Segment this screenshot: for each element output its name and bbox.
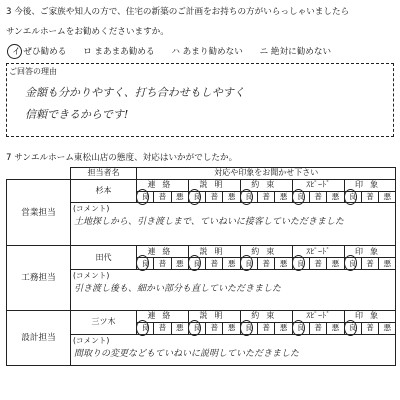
grade-good-cell[interactable]: 良 [188, 322, 205, 334]
grade-good-cell[interactable]: 良 [344, 322, 361, 334]
q3-option-3[interactable] [171, 47, 245, 57]
staff-design: 三ツ木 [71, 310, 137, 334]
grade-good-cell[interactable]: 良 [137, 322, 154, 334]
comment-text-construction: 引き渡し後も、細かい部分も直していただきました [74, 283, 282, 294]
grade-bad-cell[interactable]: 悪 [327, 322, 344, 334]
reason-label: ご回答の理由 [9, 67, 57, 76]
header-staff: 担当者名 [71, 168, 137, 180]
staff-construction: 田代 [71, 246, 137, 270]
grade-good-cell[interactable]: 良 [240, 258, 257, 270]
grade-bad-cell[interactable]: 悪 [171, 322, 188, 334]
grade-bad-cell[interactable]: 悪 [379, 258, 396, 270]
comment-text-sales: 土地探しから、引き渡しまで、ていねいに接客していただきました [74, 217, 344, 228]
grade-good-cell[interactable]: 良 [240, 191, 257, 203]
grade-normal-cell[interactable]: 普 [154, 322, 171, 334]
grade-bad-cell[interactable]: 悪 [223, 258, 240, 270]
grade-bad-cell[interactable]: 悪 [171, 191, 188, 203]
grade-bad-cell[interactable]: 悪 [171, 258, 188, 270]
comment-text-design: 間取りの変更などもていねいに説明していただきました [74, 348, 300, 359]
category-contact: 連絡 [137, 310, 189, 322]
dept-construction: 工務担当 [7, 246, 71, 311]
grade-good-cell[interactable]: 良 [137, 258, 154, 270]
comment-cell-construction[interactable] [71, 269, 396, 310]
category-speed: ｽﾋﾟｰﾄﾞ [292, 246, 344, 258]
grade-normal-cell[interactable]: 普 [154, 191, 171, 203]
category-promise: 約束 [240, 246, 292, 258]
selected-circle-mark [7, 44, 22, 59]
comment-cell-design[interactable] [71, 334, 396, 365]
grade-bad-cell[interactable]: 悪 [327, 258, 344, 270]
grade-good-cell[interactable]: 良 [240, 322, 257, 334]
grade-normal-cell[interactable]: 普 [258, 191, 275, 203]
grade-bad-cell[interactable]: 悪 [223, 322, 240, 334]
comment-label: (コメント) [73, 270, 110, 280]
category-impression: 印象 [344, 179, 396, 191]
grade-normal-cell[interactable]: 普 [154, 258, 171, 270]
grade-normal-cell[interactable]: 普 [206, 191, 223, 203]
category-explanation: 説明 [188, 179, 240, 191]
category-speed: ｽﾋﾟｰﾄﾞ [292, 179, 344, 191]
grade-normal-cell[interactable]: 普 [361, 322, 378, 334]
grade-good-cell[interactable]: 良 [137, 191, 154, 203]
grade-good-cell[interactable]: 良 [292, 322, 309, 334]
grade-bad-cell[interactable]: 悪 [327, 191, 344, 203]
grade-good-cell[interactable]: 良 [292, 258, 309, 270]
q3-option-1-key: イ [12, 47, 21, 57]
grade-normal-cell[interactable]: 普 [206, 322, 223, 334]
q3-option-3-key: ハ [171, 47, 180, 57]
category-promise: 約束 [240, 179, 292, 191]
q3-option-4-key: ニ [259, 47, 269, 57]
grade-normal-cell[interactable]: 普 [361, 258, 378, 270]
comment-label: (コメント) [73, 204, 110, 214]
grade-bad-cell[interactable]: 悪 [275, 191, 292, 203]
grade-bad-cell[interactable]: 悪 [275, 322, 292, 334]
category-speed: ｽﾋﾟｰﾄﾞ [292, 310, 344, 322]
dept-sales: 営業担当 [7, 179, 71, 246]
q3-question-line2: サンエルホームをお勧めくださいますか。 [6, 27, 169, 37]
grade-normal-cell[interactable]: 普 [258, 258, 275, 270]
grade-good-cell[interactable]: 良 [188, 191, 205, 203]
grade-bad-cell[interactable]: 悪 [379, 191, 396, 203]
grade-normal-cell[interactable]: 普 [206, 258, 223, 270]
q3-options [6, 48, 331, 57]
grade-normal-cell[interactable]: 普 [309, 258, 326, 270]
category-impression: 印象 [344, 310, 396, 322]
q3-option-3-label: あまり勧めない [182, 47, 243, 57]
staff-sales: 杉本 [71, 179, 137, 203]
reason-box [6, 63, 394, 137]
q7-question: 7 サンエルホーム東松山店の態度、対応はいかがでしたか。 [6, 153, 238, 163]
grade-bad-cell[interactable]: 悪 [275, 258, 292, 270]
blank-corner [7, 168, 71, 180]
q3-option-4-label: 絶対に勧めない [270, 47, 332, 57]
q3-option-1-label: ぜひ勧める [23, 47, 67, 57]
q3-option-2-label: まあまあ勧める [94, 47, 155, 57]
grade-normal-cell[interactable]: 普 [258, 322, 275, 334]
category-promise: 約束 [240, 310, 292, 322]
category-explanation: 説明 [188, 310, 240, 322]
comment-cell-sales[interactable] [71, 203, 396, 246]
category-contact: 連絡 [137, 179, 189, 191]
reason-handwritten-line1: 金額も分かりやすく、打ち合わせもしやすく [25, 86, 245, 99]
q3-option-2[interactable] [83, 47, 157, 57]
grade-bad-cell[interactable]: 悪 [223, 191, 240, 203]
grade-normal-cell[interactable]: 普 [361, 191, 378, 203]
grade-good-cell[interactable]: 良 [188, 258, 205, 270]
category-contact: 連絡 [137, 246, 189, 258]
header-instruction: 対応や印象をお聞かせ下さい [137, 168, 396, 180]
category-explanation: 説明 [188, 246, 240, 258]
q3-question-line1: 3 今後、ご家族や知人の方で、住宅の新築のご計画をお持ちの方がいらっしゃいましたら [6, 7, 350, 17]
q3-option-2-key: ロ [83, 47, 92, 57]
grade-good-cell[interactable]: 良 [292, 191, 309, 203]
reason-handwritten-line2: 信頼できるからです! [25, 108, 129, 121]
grade-normal-cell[interactable]: 普 [309, 322, 326, 334]
q3-option-4[interactable] [260, 47, 332, 57]
category-impression: 印象 [344, 246, 396, 258]
grade-good-cell[interactable]: 良 [344, 258, 361, 270]
q3-option-1[interactable] [12, 47, 69, 57]
grade-normal-cell[interactable]: 普 [309, 191, 326, 203]
grade-good-cell[interactable]: 良 [344, 191, 361, 203]
comment-label: (コメント) [73, 335, 110, 345]
grade-bad-cell[interactable]: 悪 [379, 322, 396, 334]
dept-design: 設計担当 [7, 310, 71, 365]
q7-evaluation-table [6, 167, 396, 366]
